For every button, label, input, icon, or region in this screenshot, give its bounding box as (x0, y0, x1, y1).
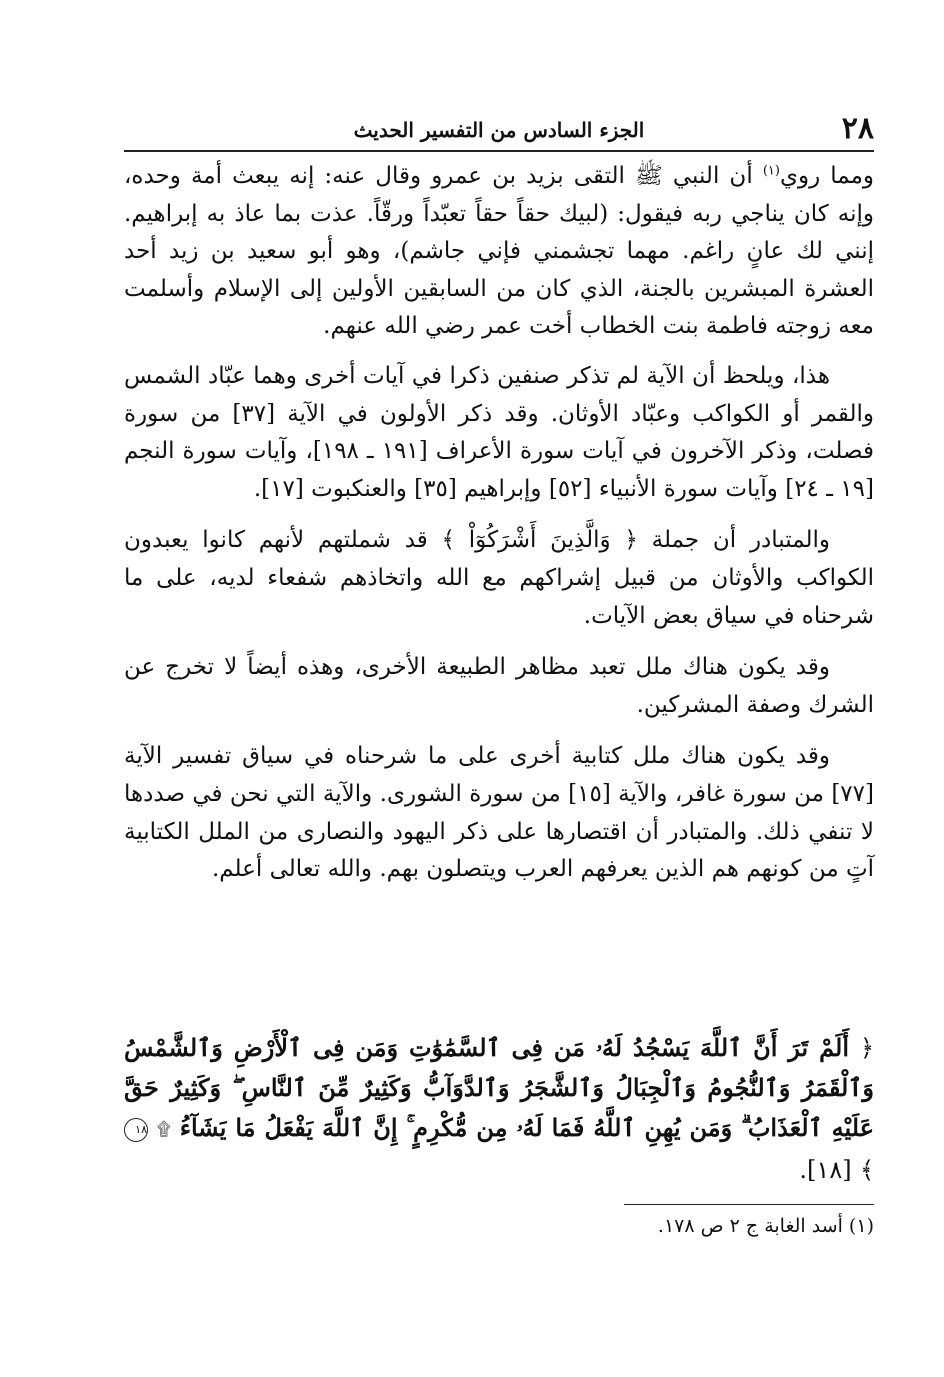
paragraph-2: هذا، ويلحظ أن الآية لم تذكر صنفين ذكرا في آيات أخرى وهما عبّاد الشمس والقمر أو الكواكب وعبّاد الأوثان. وقد ذكر الأولون في الآية [٣٧] من سورة فصلت، وذكر الآخرون في آيات سورة الأعراف [١٩١ ـ ١٩٨]، وآيات سورة النجم [١٩ ـ ٢٤] وآيات سورة الأنبياء [٥٢] وإبراهيم [٣٥] والعنكبوت [١٧]. (124, 362, 874, 502)
running-title: الجزء السادس من التفسير الحديث (353, 118, 645, 142)
verse-open-brace: ﴿ (859, 1034, 874, 1062)
ayah-number-icon: ١٨ (124, 1118, 148, 1142)
paragraph-1-rest: أن النبي ﷺ التقى بزيد بن عمرو وقال عنه: إنه يبعث أمة وحده، وإنه كان يناجي ربه فيقول: (لبيك حقاً حقاً تعبّداً ورقّاً. عذت بما عاذ به إبراهيم. إنني لك عانٍ راغم. مهما تجشمني فإني جاشم)، وهو أبو سعيد بن زيد أحد العشرة المبشرين بالجنة، الذي كان من السابقين الأولين إلى الإسلام وأسلمت معه زوجته فاطمة بنت الخطاب أخت عمر رضي الله عنهم. (124, 163, 874, 340)
paragraph-1-start: ومما روي (779, 163, 874, 189)
verse-reference: [١٨]. (799, 1155, 852, 1184)
quran-verse-block (124, 1028, 874, 1190)
main-text (124, 158, 874, 903)
page-number: ٢٨ (841, 111, 874, 146)
paragraph-1 (124, 158, 874, 346)
paragraph-5: وقد يكون هناك ملل كتابية أخرى على ما شرحناه في سياق تفسير الآية [٧٧] من سورة غافر، والآية [١٥] من سورة الشورى. والآية التي نحن في صددها لا تنفي ذلك. والمتبادر أن اقتصارها على ذكر اليهود والنصارى من الملل الكتابية آتٍ من كونهم هم الذين يعرفهم العرب ويتصلون بهم. والله تعالى أعلم. (124, 743, 874, 883)
footnote-reference: (١) (762, 163, 780, 179)
paragraph-3: والمتبادر أن جملة ﴿ وَالَّذِينَ أَشْرَكُوٓاْ ﴾ قد شملتهم لأنهم كانوا يعبدون الكواكب والأوثان من قبيل إشراكهم مع الله واتخاذهم شفعاء لديه، على ما شرحناه في سياق بعض الآيات. (124, 527, 874, 629)
paragraph-4: وقد يكون هناك ملل تعبد مظاهر الطبيعة الأخرى، وهذه أيضاً لا تخرج عن الشرك وصفة المشركين. (124, 654, 874, 718)
verse-close-brace: ﴾ (859, 1155, 874, 1184)
footnote-divider (624, 1204, 874, 1205)
page-header (124, 110, 874, 152)
sajda-icon: ۩ (157, 1118, 171, 1140)
book-page (124, 110, 874, 1290)
footnote: (١) أسد الغابة ج ٢ ص ١٧٨. (657, 1215, 874, 1237)
verse-text: أَلَمْ تَرَ أَنَّ ٱللَّهَ يَسْجُدُ لَهُۥ مَن فِى ٱلسَّمَٰوَٰتِ وَمَن فِى ٱلْأَرْضِ وَٱلشَّمْسُ وَٱلْقَمَرُ وَٱلنُّجُومُ وَٱلْجِبَالُ وَٱلشَّجَرُ وَٱلدَّوَآبُّ وَكَثِيرٌ مِّنَ ٱلنَّاسِ ۖ وَكَثِيرٌ حَقَّ عَلَيْهِ ٱلْعَذَابُ ۗ وَمَن يُهِنِ ٱللَّهُ فَمَا لَهُۥ مِن مُّكْرِمٍ ۚ إِنَّ ٱللَّهَ يَفْعَلُ مَا يَشَآءُ (124, 1033, 875, 1142)
